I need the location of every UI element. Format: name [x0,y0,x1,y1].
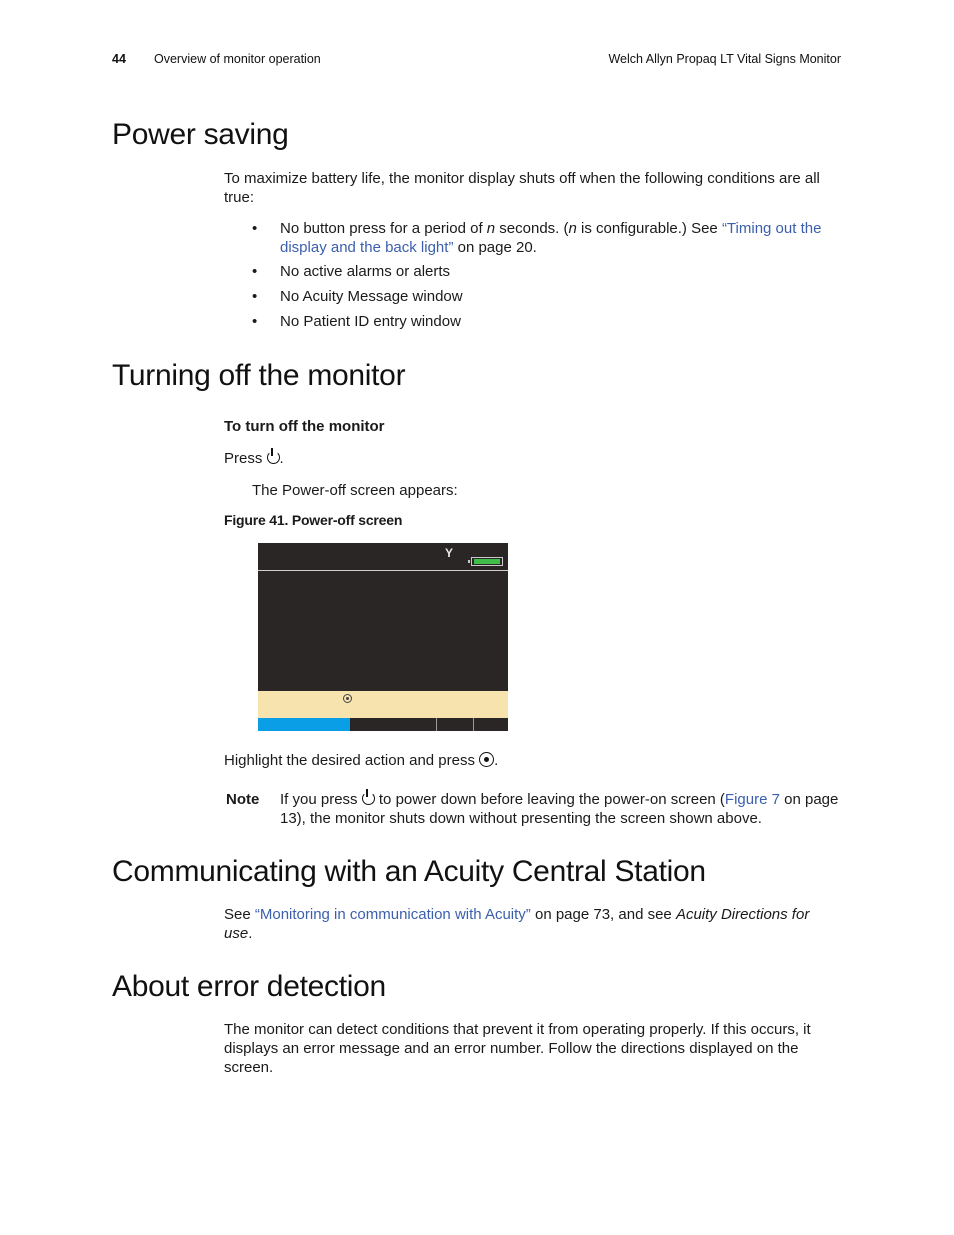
heading-error-detection: About error detection [112,970,386,1003]
press-step: Press . [224,450,284,467]
power-saving-intro: To maximize battery life, the monitor display shuts off when the following conditions are all true: [224,170,820,206]
softkey-tab[interactable] [350,718,437,731]
note-label: Note [226,791,260,808]
chapter-title: Overview of monitor operation [154,52,321,66]
procedure-title: To turn off the monitor [224,418,385,435]
power-button-icon [267,451,280,464]
error-paragraph: The monitor can detect conditions that prevent it from operating properly. If this occurs, it displays an error message and an error number. Follow the directions displayed on the screen. [224,1021,811,1076]
power-button-icon [362,792,375,805]
heading-power-saving: Power saving [112,118,289,151]
select-knob-icon [479,752,494,767]
select-button-icon [343,694,352,703]
note-text: If you press to power down before leaving the power-on screen (Figure 7 on page 13), the monitor shuts down without presenting the screen shown above. [280,791,839,827]
page-number: 44 [112,52,126,66]
acuity-paragraph: See “Monitoring in communication with Acuity” on page 73, and see Acuity Directions for use. [224,906,810,942]
softkey-tab[interactable] [474,718,508,731]
link-timing-out-display[interactable]: “Timing out the display and the back light” [280,220,822,256]
antenna-icon: Y [445,546,454,560]
battery-icon [471,557,503,566]
highlight-step: Highlight the desired action and press . [224,752,499,769]
message-bar [258,691,508,718]
softkey-tab[interactable] [437,718,474,731]
figure-caption: Figure 41. Power-off screen [224,512,403,528]
softkey-tabs [258,718,508,731]
power-off-screen [258,543,508,731]
link-figure-7[interactable]: Figure 7 [724,791,780,808]
step-result: The Power-off screen appears: [252,482,458,499]
softkey-tab-selected[interactable] [258,718,350,731]
book-title: Welch Allyn Propaq LT Vital Signs Monitor [608,52,841,66]
status-bar [258,543,508,571]
heading-turning-off: Turning off the monitor [112,359,406,392]
heading-acuity: Communicating with an Acuity Central Station [112,855,706,888]
link-monitoring-acuity[interactable]: “Monitoring in communication with Acuity” [254,906,531,923]
page-header [112,52,841,70]
